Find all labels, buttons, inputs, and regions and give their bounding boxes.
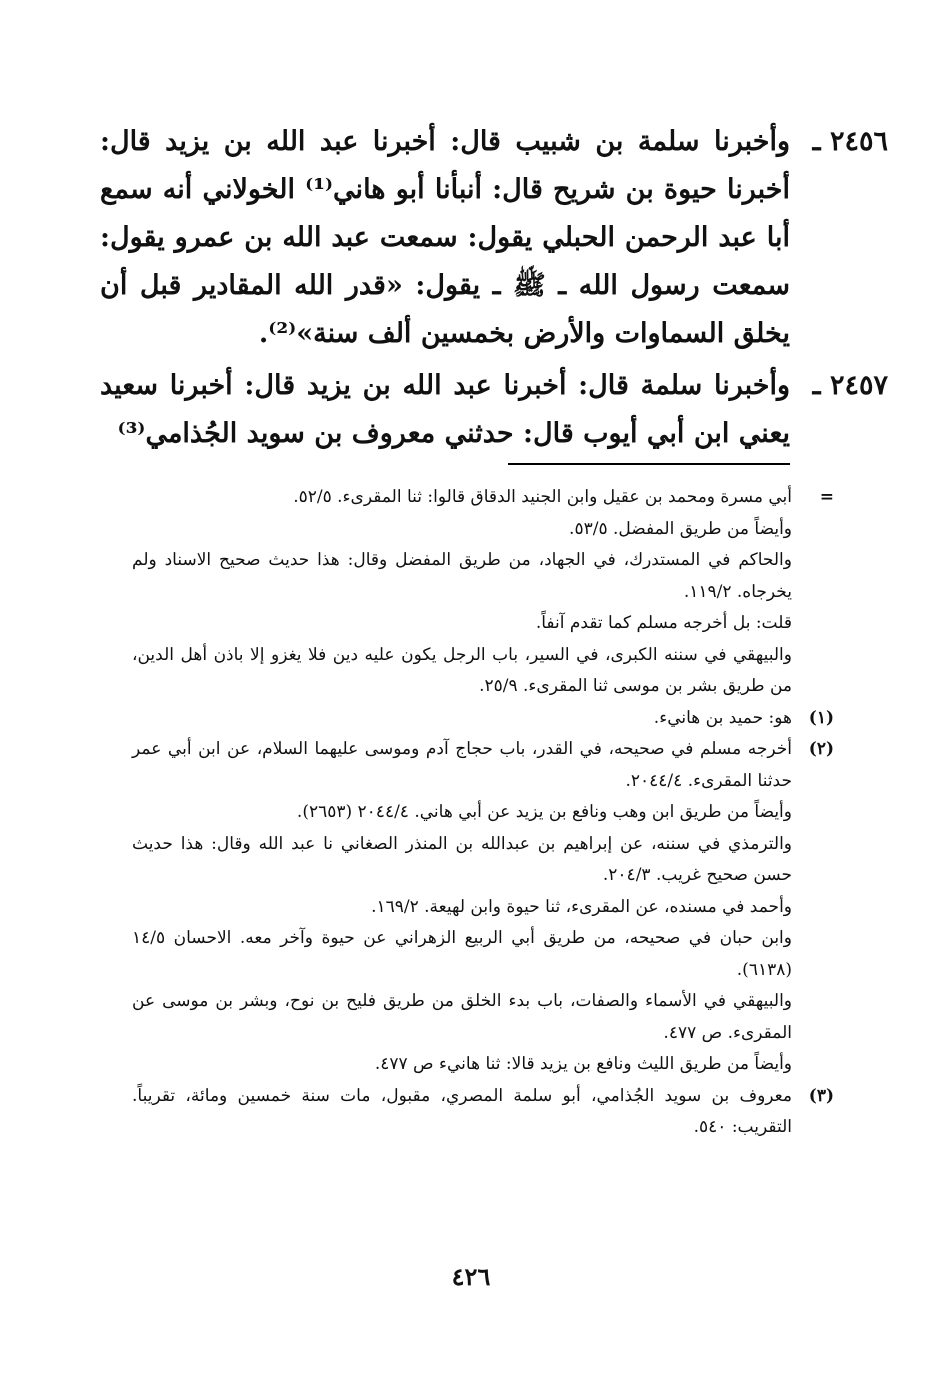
- main-text-area: [100, 118, 888, 458]
- footnote-paragraph: وأحمد في مسنده، عن المقرىء، ثنا حيوة وابن لهيعة. ١٦٩/٢.: [371, 896, 792, 917]
- footnote-paragraph: وابن حبان في صحيحه، من طريق أبي الربيع الزهراني عن حيوة وآخر معه. الاحسان ١٤/٥ (٦١٣٨).: [132, 928, 792, 980]
- hadith-number: ٢٤٥٧ ـ: [812, 370, 888, 401]
- footnote-1: [132, 703, 834, 735]
- footnote-paragraph: وأيضاً من طريق المفضل. ٥٣/٥.: [569, 518, 792, 539]
- hadith-text: وأخبرنا سلمة قال: أخبرنا عبد الله بن يزيد قال: أخبرنا سعيد يعني ابن أبي أيوب قال: حدثني معروف بن سويد الجُذامي⁽³⁾: [100, 370, 790, 449]
- footnote-paragraph: والترمذي في سننه، عن إبراهيم بن عبدالله بن المنذر الصغاني نا عبد الله وقال: هذا حديث حسن صحيح غريب. ٢٠٤/٣.: [132, 833, 792, 885]
- hadith-2457: [100, 362, 888, 458]
- footnote-marker: (٣): [808, 1085, 834, 1106]
- footnote-3: [132, 1081, 834, 1144]
- hadith-2456: [100, 118, 888, 358]
- footnote-paragraph: والبيهقي في سننه الكبرى، في السير، باب الرجل يكون عليه دين فلا يغزو إلا باذن أهل الدين، من طريق بشر بن موسى ثنا المقرىء. ٢٥/٩.: [132, 644, 792, 696]
- footnote-continued: [132, 482, 834, 703]
- footnote-marker: (١): [808, 707, 834, 728]
- footnote-paragraph: والبيهقي في الأسماء والصفات، باب بدء الخلق من طريق فليح بن نوح، وبشر بن موسى عن المقرىء. ص ٤٧٧.: [132, 991, 792, 1043]
- footnote-paragraph: وأيضاً من طريق الليث ونافع بن يزيد قالا: ثنا هانيء ص ٤٧٧.: [374, 1054, 792, 1074]
- footnotes: [132, 482, 834, 1144]
- footnote-marker: (٢): [808, 739, 834, 759]
- hadith-text: وأخبرنا سلمة بن شبيب قال: أخبرنا عبد الله بن يزيد قال: أخبرنا حيوة بن شريح قال: أنبأنا أبو هاني⁽¹⁾ الخولاني أنه سمع أبا عبد الرحمن الحبلي يقول: سمعت عبد الله بن عمرو يقول: سمعت رسول الله ـ ﷺ ـ يقول: «قدر الله المقادير قبل أن يخلق السماوات والأرض بخمسين ألف سنة»⁽²⁾.: [100, 126, 790, 349]
- footnote-paragraph: معروف بن سويد الجُذامي، أبو سلمة المصري، مقبول، مات سنة خمسين ومائة، تقريباً. التقريب: ٥٤٠.: [132, 1085, 792, 1137]
- footnote-divider: [508, 463, 790, 465]
- continuation-marker: =: [819, 487, 834, 507]
- hadith-number: ٢٤٥٦ ـ: [812, 126, 888, 157]
- footnote-2: [132, 734, 834, 1081]
- footnote-paragraph: قلت: بل أخرجه مسلم كما تقدم آنفاً.: [535, 613, 792, 633]
- footnote-paragraph: والحاكم في المستدرك، في الجهاد، من طريق المفضل وقال: هذا حديث صحيح الاسناد ولم يخرجاه. ١١٩/٢.: [132, 550, 792, 602]
- footnote-paragraph: وأيضاً من طريق ابن وهب ونافع بن يزيد عن أبي هاني. ٢٠٤٤/٤ (٢٦٥٣).: [296, 802, 792, 822]
- footnote-paragraph: أبي مسرة ومحمد بن عقيل وابن الجنيد الدقاق قالوا: ثنا المقرىء. ٥٢/٥.: [293, 487, 792, 507]
- footnote-paragraph: أخرجه مسلم في صحيحه، في القدر، باب حجاج آدم وموسى عليهما السلام، عن ابن أبي عمر حدثنا المقرىء. ٢٠٤٤/٤.: [132, 739, 792, 791]
- page-number: ٤٢٦: [451, 1262, 491, 1291]
- footnote-paragraph: هو: حميد بن هانيء.: [653, 707, 792, 728]
